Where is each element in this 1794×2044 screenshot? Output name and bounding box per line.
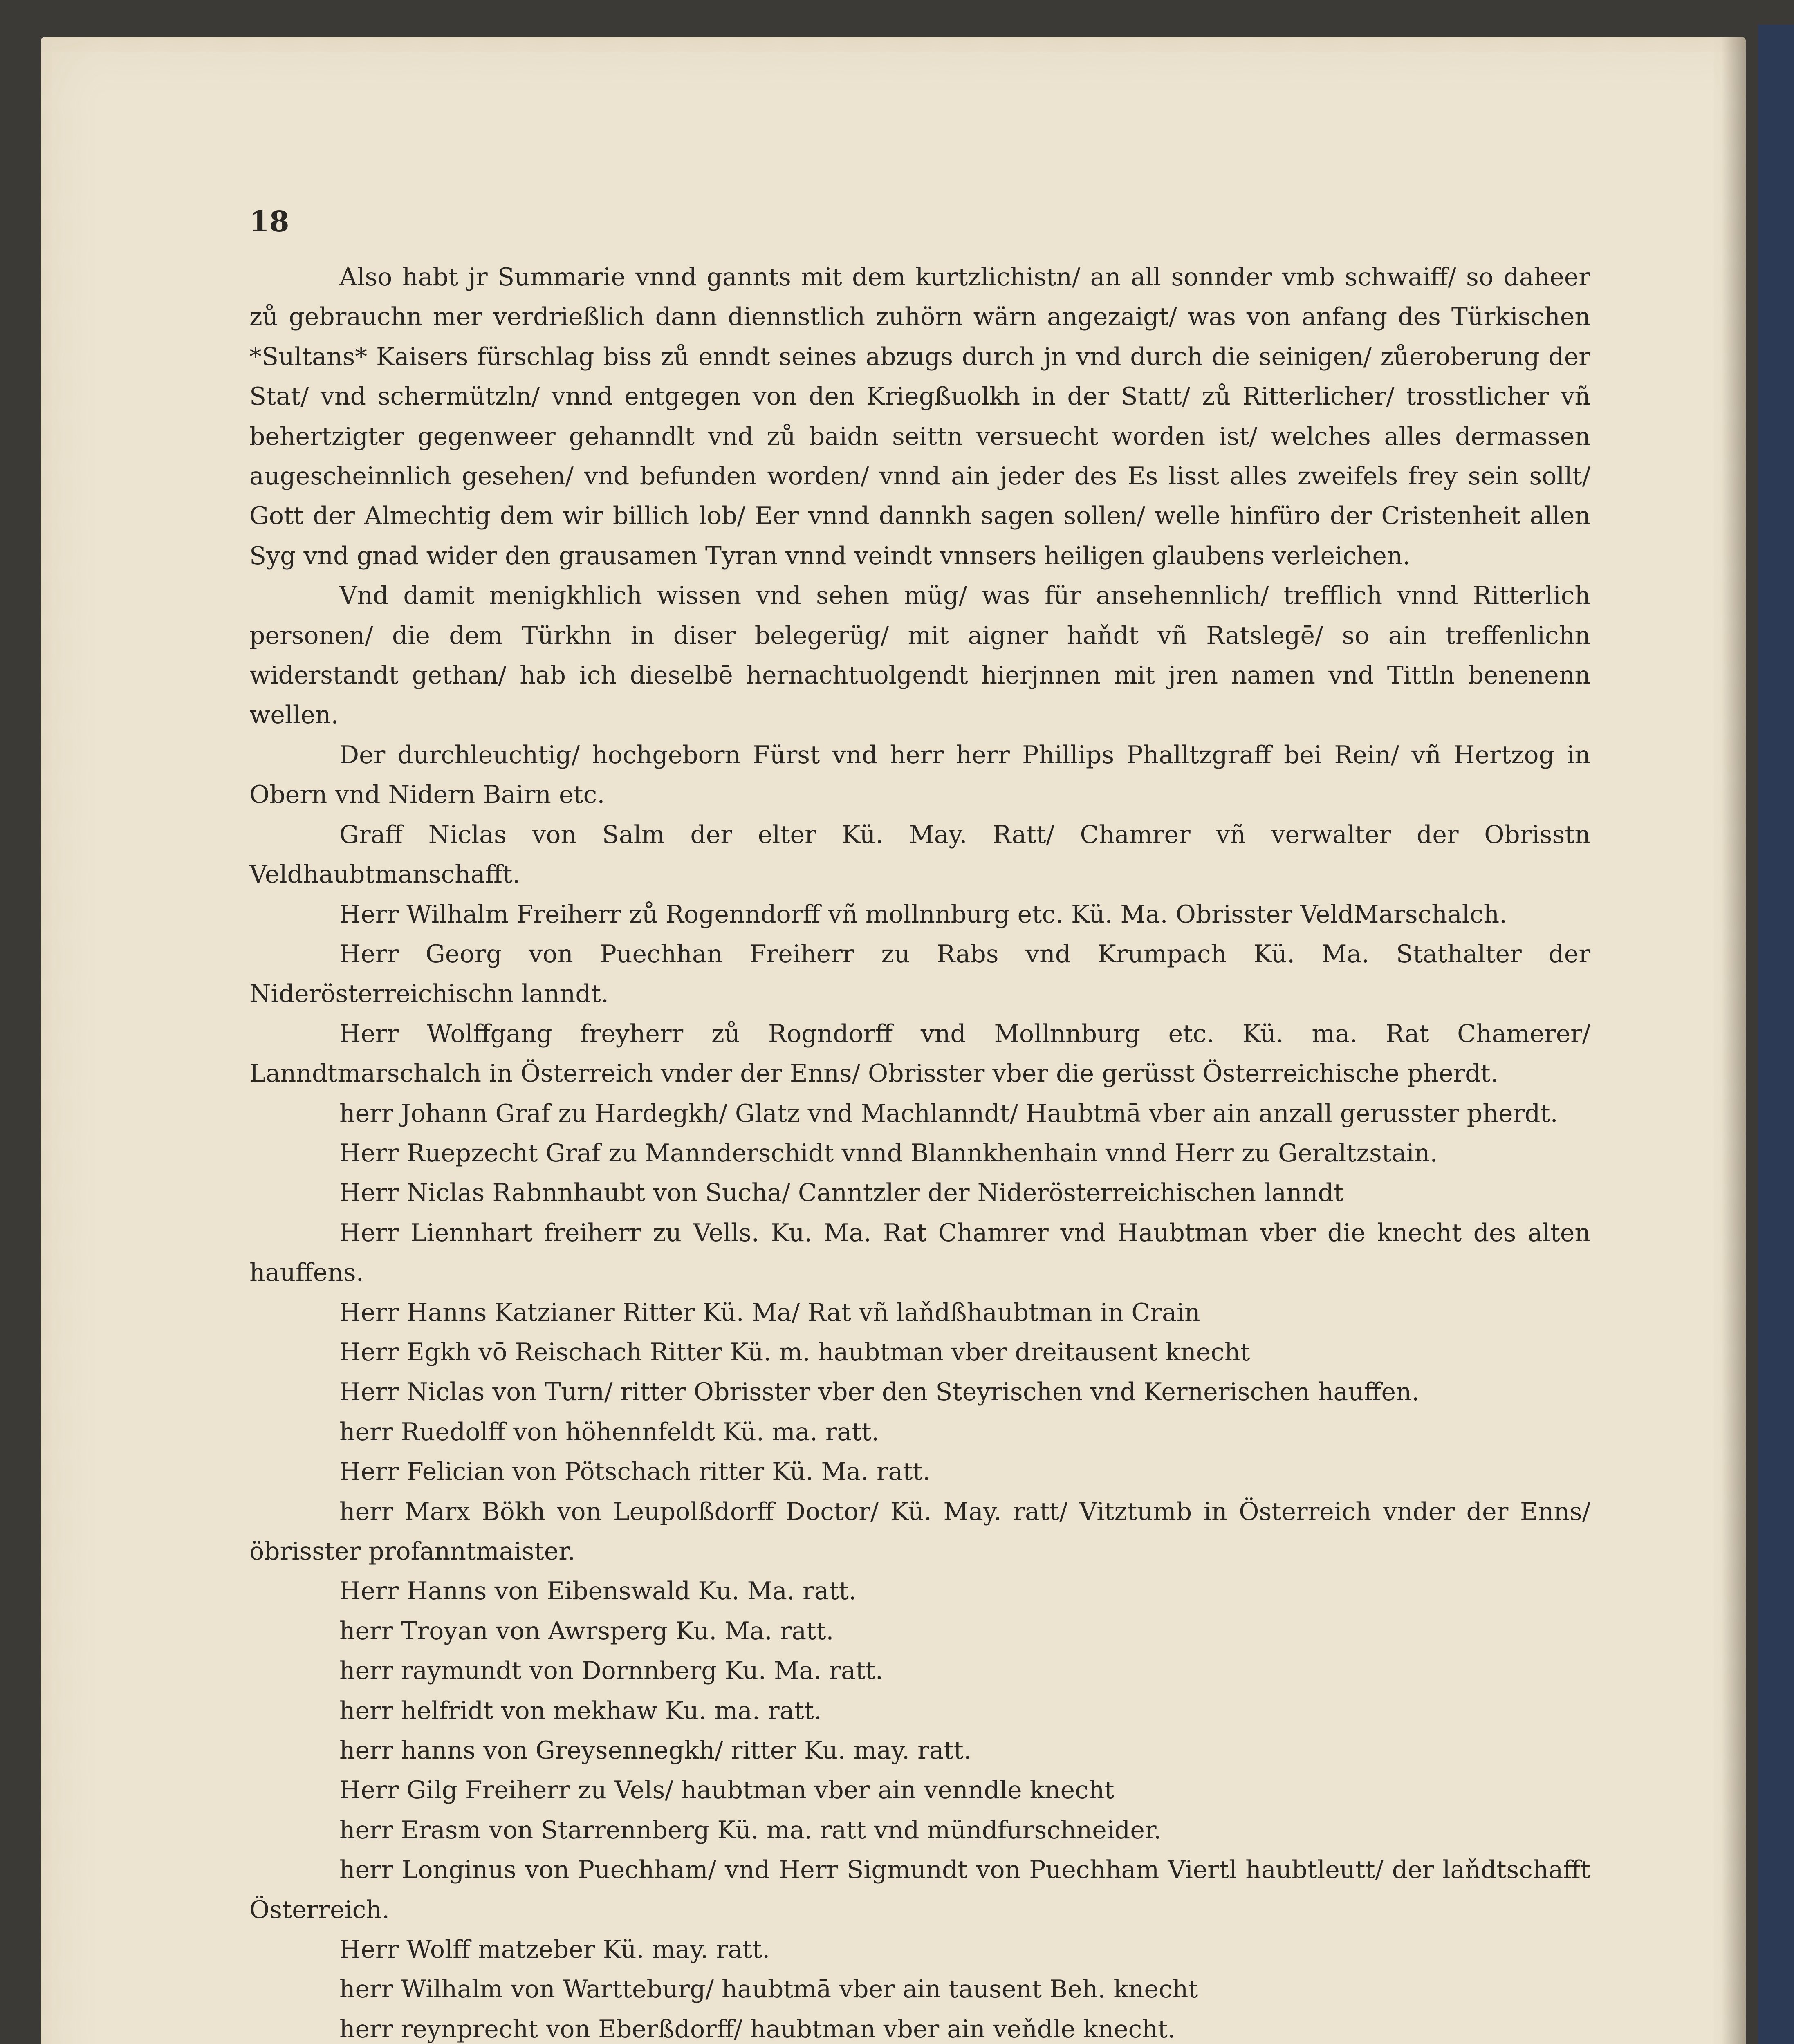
paragraph: Herr Felician von Pötschach ritter Kü. Ma. ratt.	[339, 1457, 931, 1486]
paragraph: herr hanns von Greysennegkh/ ritter Ku. may. ratt.	[339, 1736, 971, 1765]
paragraph: Herr Wilhalm Freiherr zů Rogenndorff vñ mollnnburg etc. Kü. Ma. Obrisster VeldMarschalch.	[339, 900, 1507, 929]
paragraph: herr Longinus von Puechham/ vnd Herr Sigmundt von Puechham Viertl haubtleutt/ der laňdtschafft Österreich.	[249, 1856, 1590, 1924]
paragraph: herr Johann Graf zu Hardegkh/ Glatz vnd Machlanndt/ Haubtmā vber ain anzall gerusster pherdt.	[339, 1099, 1558, 1128]
paragraph: Herr Georg von Puechhan Freiherr zu Rabs vnd Krumpach Kü. Ma. Stathalter der Niderösterreichischn lanndt.	[249, 939, 1590, 1009]
paragraph: Vnd damit menigkhlich wissen vnd sehen müg/ was für ansehennlich/ trefflich vnnd Ritterlich personen/ die dem Türkhn in diser belegerüg/ mit aigner haňdt vñ Ratslegē/ so ain treffenlichn widerstandt gethan/ hab ich dieselbē hernachtuolgendt hierjnnen mit jren namen vnd Tittln benenenn wellen.	[249, 581, 1590, 730]
paragraph: Herr Gilg Freiherr zu Vels/ haubtman vber ain venndle knecht	[339, 1776, 1115, 1805]
paragraph: herr reynprecht von Eberßdorff/ haubtman vber ain veňdle knecht.	[339, 2015, 1176, 2044]
page-gutter-shadow	[1721, 37, 1746, 2044]
paragraph: Herr Wolff matzeber Kü. may. ratt.	[339, 1935, 770, 1964]
paragraph: herr Marx Bökh von Leupolßdorff Doctor/ Kü. May. ratt/ Vitztumb in Österreich vnder der Enns/ öbrisster profanntmaister.	[249, 1497, 1590, 1566]
paragraph: Herr Ruepzecht Graf zu Mannderschidt vnnd Blannkhenhain vnnd Herr zu Geraltzstain.	[339, 1139, 1438, 1168]
paragraph: Herr Niclas Rabnnhaubt von Sucha/ Canntzler der Niderösterreichischen lanndt	[339, 1179, 1343, 1208]
page-number: 18	[249, 204, 289, 238]
paragraph: Graff Niclas von Salm der elter Kü. May. Ratt/ Chamrer vñ verwalter der Obrisstn Veldhaubtmanschafft.	[249, 820, 1590, 889]
paragraph: Herr Liennhart freiherr zu Vells. Ku. Ma. Rat Chamrer vnd Haubtman vber die knecht des alten hauffens.	[249, 1218, 1590, 1287]
paragraph: Der durchleuchtig/ hochgeborn Fürst vnd herr herr Phillips Phalltzgraff bei Rein/ vñ Hertzog in Obern vnd Nidern Bairn etc.	[249, 740, 1590, 809]
paragraph: Also habt jr Summarie vnnd gannts mit dem kurtzlichistn/ an all sonnder vmb schwaiff/ so daheer zů gebrauchn mer verdrießlich dann diennstlich zuhörn wärn angezaigt/ was von anfang des Türkischen *Sultans* Kaisers fürschlag biss zů enndt seines abzugs durch jn vnd durch die seinigen/ zůeroberung der Stat/ vnd schermützln/ vnnd entgegen von den Kriegßuolkh in der Statt/ zů Ritterlicher/ trosstlicher vñ behertzigter gegenweer gehanndlt vnd zů baidn seittn versuecht worden ist/ welches alles dermassen augescheinnlich gesehen/ vnd befunden worden/ vnnd ain jeder des Es lisst alles zweifels frey sein sollt/ Gott der Almechtig dem wir billich lob/ Eer vnnd dannkh sagen sollen/ welle hinfüro der Cristenheit allen Syg vnd gnad wider den grausamen Tyran vnnd veindt vnnsers heiligen glaubens verleichen.	[249, 263, 1590, 570]
paragraph: Herr Egkh vō Reischach Ritter Kü. m. haubtman vber dreitausent knecht	[339, 1338, 1250, 1367]
paragraph: herr Ruedolff von höhennfeldt Kü. ma. ratt.	[339, 1417, 879, 1446]
paragraph: Herr Niclas von Turn/ ritter Obrisster vber den Steyrischen vnd Kernerischen hauffen.	[339, 1378, 1420, 1407]
paragraph: herr Troyan von Awrsperg Ku. Ma. ratt.	[339, 1616, 834, 1645]
book-cover-edge	[1758, 25, 1794, 2044]
paragraph: herr helfridt von mekhaw Ku. ma. ratt.	[339, 1696, 822, 1725]
paragraph: Herr Hanns von Eibenswald Ku. Ma. ratt.	[339, 1577, 857, 1606]
paragraph: herr Erasm von Starrennberg Kü. ma. ratt vnd mündfurschneider.	[339, 1815, 1162, 1845]
paragraph: herr raymundt von Dornnberg Ku. Ma. ratt.	[339, 1656, 884, 1685]
text-block	[249, 258, 1590, 2044]
paragraph: Herr Wolffgang freyherr zů Rogndorff vnd Mollnnburg etc. Kü. ma. Rat Chamerer/ Lanndtmarschalch in Österreich vnder der Enns/ Obrisster vber die gerüsst Österreichische pherdt.	[249, 1019, 1590, 1088]
paragraph: Herr Hanns Katzianer Ritter Kü. Ma/ Rat vñ laňdßhaubtman in Crain	[339, 1298, 1200, 1327]
paragraph: herr Wilhalm von Wartteburg/ haubtmā vber ain tausent Beh. knecht	[339, 1975, 1198, 2004]
